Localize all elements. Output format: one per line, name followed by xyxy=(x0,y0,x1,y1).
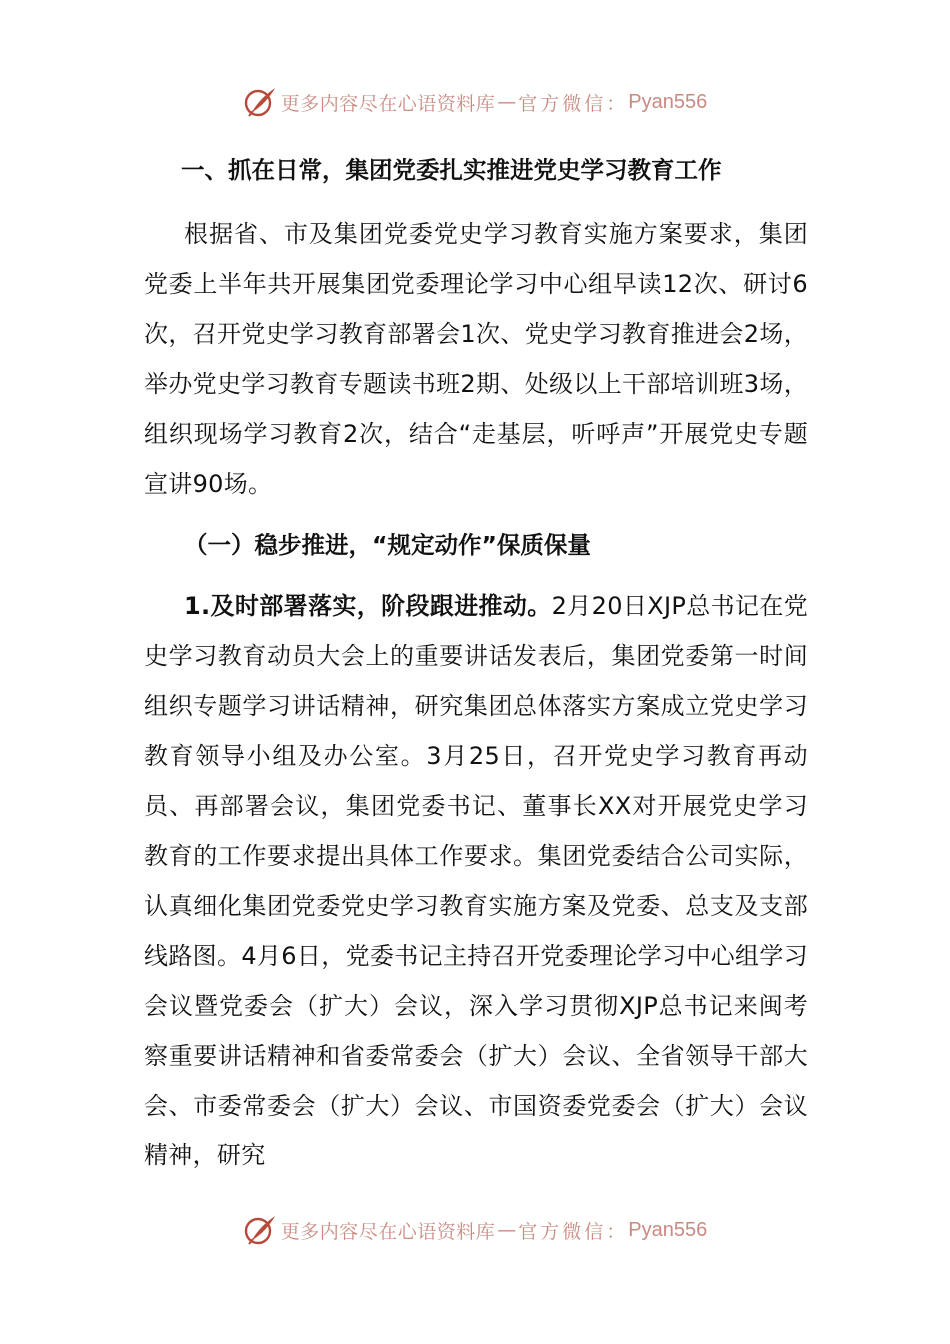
watermark-banner-bottom xyxy=(0,1210,950,1250)
watermark-dash: — xyxy=(497,1219,517,1241)
detail-paragraph xyxy=(144,582,808,1181)
watermark-wechat-id: Pyan556 xyxy=(628,1218,708,1241)
watermark-banner-top xyxy=(0,82,950,122)
watermark-text: 更多内容尽在心语资料库 xyxy=(280,1220,496,1243)
watermark-dash: — xyxy=(497,91,517,113)
watermark-wechat-id: Pyan556 xyxy=(628,90,708,113)
document-body xyxy=(144,150,808,1181)
detail-paragraph-lead: 1.及时部署落实，阶段跟进推动。 xyxy=(184,592,552,621)
watermark-wechat-label: 官方微信： xyxy=(518,92,629,115)
subsection-heading: （一）稳步推进，“规定动作”保质保量 xyxy=(184,531,591,560)
quill-logo-icon xyxy=(243,1213,277,1247)
watermark-wechat-label: 官方微信： xyxy=(518,1220,629,1243)
section-heading: 一、抓在日常，集团党委扎实推进党史学习教育工作 xyxy=(181,156,722,184)
quill-logo-icon xyxy=(243,85,277,119)
intro-paragraph: 根据省、市及集团党委党史学习教育实施方案要求，集团党委上半年共开展集团党委理论学习中心组早读12次、研讨6次，召开党史学习教育部署会1次、党史学习教育推进会2场，举办党史学习教育专题读书班2期、处级以上干部培训班3场，组织现场学习教育2次，结合“走基层，听呼声”开展党史专题宣讲90场。 xyxy=(144,220,808,498)
detail-paragraph-body: 2月20日XJP总书记在党史学习教育动员大会上的重要讲话发表后，集团党委第一时间组织专题学习讲话精神，研究集团总体落实方案成立党史学习教育领导小组及办公室。3月25日，召开党史学习教育再动员、再部署会议，集团党委书记、董事长XX对开展党史学习教育的工作要求提出具体工作要求。集团党委结合公司实际，认真细化集团党委党史学习教育实施方案及党委、总支及支部线路图。4月6日，党委书记主持召开党委理论学习中心组学习会议暨党委会（扩大）会议，深入学习贯彻XJP总书记来闽考察重要讲话精神和省委常委会（扩大）会议、全省领导干部大会、市委常委会（扩大）会议、市国资委党委会（扩大）会议精神，研究 xyxy=(144,592,808,1170)
watermark-text: 更多内容尽在心语资料库 xyxy=(280,92,496,115)
